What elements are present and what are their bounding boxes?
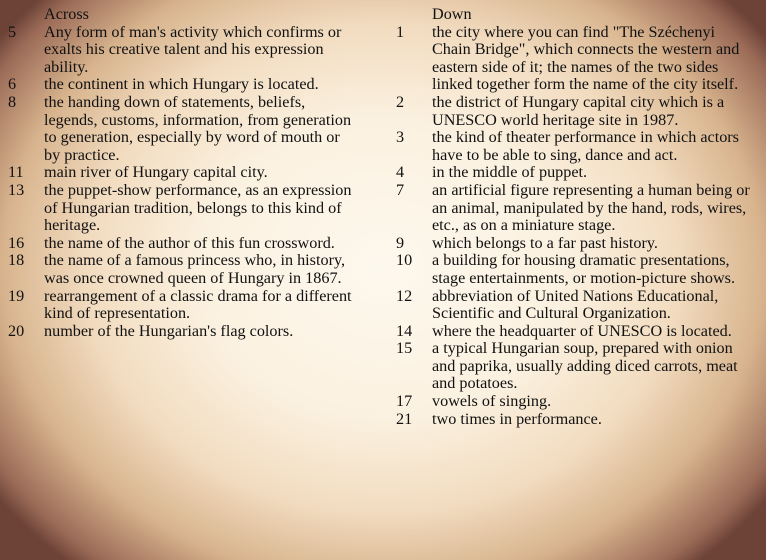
clue-text: the puppet-show performance, as an expression of Hungarian tradition, belongs to this kind of heritage. [44, 180, 352, 235]
clue-item [396, 411, 756, 429]
clue-number: 18 [8, 251, 25, 270]
clue-text: the kind of theater performance in which actors have to be able to sing, dance and act. [432, 128, 739, 164]
clue-item [8, 24, 353, 77]
clue-number: 20 [8, 321, 25, 340]
clue-text: the name of the author of this fun crossword. [44, 233, 335, 252]
clue-text: the city where you can find "The Széchenyi Chain Bridge", which connects the western and eastern side of it; the names of the two sides linked together form the name of the city itself. [432, 22, 740, 94]
clue-number: 8 [8, 92, 17, 111]
clue-item [8, 76, 353, 94]
clue-number: 13 [8, 180, 25, 199]
clue-item [8, 252, 353, 287]
clue-number: 17 [396, 392, 413, 411]
clue-item [396, 252, 756, 287]
clue-item [8, 164, 353, 182]
clue-item [396, 393, 756, 411]
clue-text: the district of Hungary capital city which is a UNESCO world heritage site in 1987. [432, 92, 725, 129]
across-column [8, 6, 353, 340]
across-heading: Across [44, 5, 89, 23]
clue-item [8, 235, 353, 253]
down-clue-list [396, 24, 756, 429]
clue-text: main river of Hungary capital city. [44, 163, 268, 182]
clue-number: 9 [396, 233, 405, 252]
clue-item [396, 340, 756, 393]
clue-number: 4 [396, 163, 405, 182]
clue-number: 15 [396, 339, 413, 358]
clue-number: 2 [396, 92, 405, 111]
clue-text: which belongs to a far past history. [432, 233, 658, 252]
clue-item [8, 288, 353, 323]
clue-number: 10 [396, 251, 413, 270]
clue-text: rearrangement of a classic drama for a different kind of representation. [44, 286, 352, 323]
clue-text: Any form of man's activity which confirms or exalts his creative talent and his expression ability. [44, 22, 342, 76]
clue-number: 16 [8, 233, 25, 252]
clue-number: 1 [396, 22, 405, 41]
clue-item [396, 288, 756, 323]
clue-text: a building for housing dramatic presentations, stage entertainments, or motion-picture shows. [432, 251, 735, 287]
clue-number: 7 [396, 180, 405, 199]
clue-text: two times in performance. [432, 409, 602, 428]
across-clue-list [8, 24, 353, 341]
clue-text: number of the Hungarian's flag colors. [44, 321, 294, 340]
clue-item [396, 182, 756, 235]
clue-text: vowels of singing. [432, 392, 552, 411]
clue-item [396, 235, 756, 253]
clue-item [396, 24, 756, 94]
clue-item [8, 94, 353, 164]
clue-number: 3 [396, 128, 405, 147]
clue-number: 21 [396, 409, 413, 428]
clue-number: 5 [8, 22, 17, 41]
clue-text: where the headquarter of UNESCO is located. [432, 321, 732, 340]
clue-item [8, 182, 353, 235]
clue-text: the continent in which Hungary is located. [44, 75, 319, 94]
clue-number: 12 [396, 286, 413, 305]
clue-number: 14 [396, 321, 413, 340]
clue-text: a typical Hungarian soup, prepared with onion and paprika, usually adding diced carrots, meat and potatoes. [432, 339, 738, 393]
down-heading: Down [432, 5, 472, 23]
down-column [396, 6, 756, 428]
clue-text: the name of a famous princess who, in history, was once crowned queen of Hungary in 1867. [44, 251, 346, 287]
clue-number: 11 [8, 163, 24, 182]
clue-item [396, 164, 756, 182]
clue-text: an artificial figure representing a human being or an animal, manipulated by the hand, rods, wires, etc., as on a miniature stage. [432, 180, 750, 235]
clue-item [396, 129, 756, 164]
clue-number: 6 [8, 75, 17, 94]
clue-number: 19 [8, 286, 25, 305]
clue-item [396, 323, 756, 341]
clue-text: the handing down of statements, beliefs, legends, customs, information, from generation to generation, especially by word of mouth or by practice. [44, 92, 352, 164]
clue-item [396, 94, 756, 129]
clue-text: abbreviation of United Nations Educational, Scientific and Cultural Organization. [432, 286, 719, 323]
clue-text: in the middle of puppet. [432, 163, 588, 182]
clue-item [8, 323, 353, 341]
